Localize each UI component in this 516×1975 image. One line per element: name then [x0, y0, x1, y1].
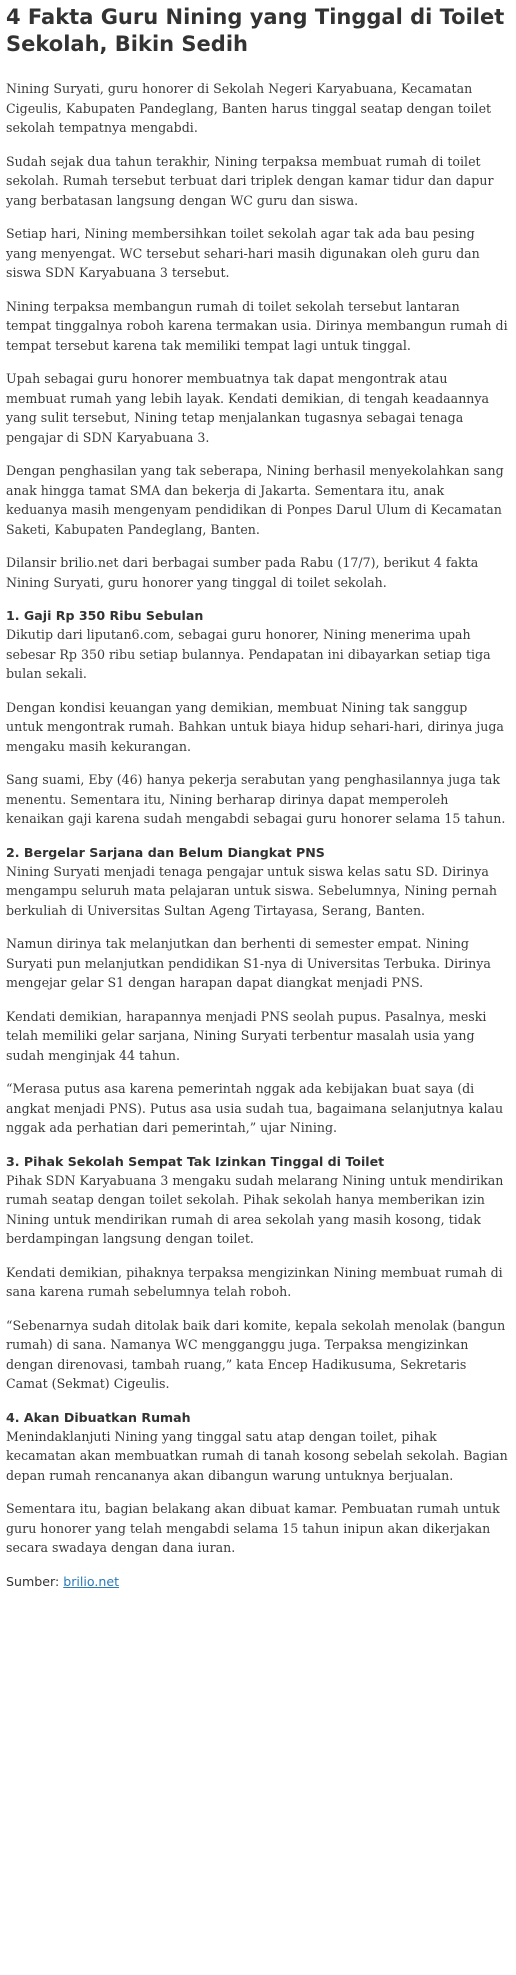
- section-1: [6, 606, 508, 829]
- section-paragraph: Dengan kondisi keuangan yang demikian, membuat Nining tak sanggup untuk mengontrak rumah. Bahkan untuk biaya hidup sehari-hari, dirinya juga mengaku masih kekurangan.: [6, 699, 504, 754]
- intro-paragraph: Setiap hari, Nining membersihkan toilet sekolah agar tak ada bau pesing yang menyengat. WC tersebut sehari-hari masih digunakan oleh guru dan siswa SDN Karyabuana 3 tersebut.: [6, 226, 480, 280]
- section-paragraph: Dikutip dari liputan6.com, sebagai guru honorer, Nining menerima upah sebesar Rp 350 ribu setiap bulannya. Pendapatan ini dibayarkan setiap tiga bulan sekali.: [6, 627, 491, 681]
- section-4: [6, 1408, 508, 1558]
- section-paragraph: Namun dirinya tak melanjutkan dan berhenti di semester empat. Nining Suryati pun melanjutkan pendidikan S1-nya di Universitas Terbuka. Dirinya mengejar gelar S1 dengan harapan dapat diangkat menjadi PNS.: [6, 936, 491, 990]
- section-heading: 2. Bergelar Sarjana dan Belum Diangkat PNS: [6, 844, 325, 860]
- section-paragraph: Nining Suryati menjadi tenaga pengajar untuk siswa kelas satu SD. Dirinya mengampu seluruh mata pelajaran untuk siswa. Sebelumnya, Nining pernah berkuliah di Universitas Sultan Ageng Tirtayasa, Serang, Banten.: [6, 863, 497, 918]
- intro-paragraph: Nining terpaksa membangun rumah di toilet sekolah tersebut lantaran tempat tinggalnya roboh karena termakan usia. Dirinya membangun rumah di tempat tersebut karena tak memiliki tempat lagi untuk tinggal.: [6, 298, 508, 353]
- intro-paragraph: Upah sebagai guru honorer membuatnya tak dapat mengontrak atau membuat rumah yang lebih layak. Kendati demikian, di tengah keadaannya yang sulit tersebut, Nining tetap menjalankan tugasnya sebagai tenaga pengajar di SDN Karyabuana 3.: [6, 371, 490, 445]
- section-heading: 3. Pihak Sekolah Sempat Tak Izinkan Tinggal di Toilet: [6, 1153, 385, 1169]
- section-paragraph: Kendati demikian, pihaknya terpaksa mengizinkan Nining membuat rumah di sana karena rumah sebelumnya telah roboh.: [6, 1264, 503, 1299]
- section-2: [6, 843, 508, 1138]
- source-line: [6, 1572, 508, 1591]
- article-title: 4 Fakta Guru Nining yang Tinggal di Toilet Sekolah, Bikin Sedih: [6, 5, 505, 56]
- section-paragraph: Kendati demikian, harapannya menjadi PNS seolah pupus. Pasalnya, meski telah memiliki gelar sarjana, Nining Suryati terbentur masalah usia yang sudah menginjak 44 tahun.: [6, 1008, 487, 1063]
- source-link[interactable]: brilio.net: [63, 1573, 120, 1589]
- quote-paragraph: “Sebenarnya sudah ditolak baik dari komite, kepala sekolah menolak (bangun rumah) di sana. Namanya WC mengganggu juga. Terpaksa mengizinkan dengan direnovasi, tambah ruang,” kata Encep Hadikusuma, Sekretaris Camat (Sekmat) Cigeulis.: [6, 1317, 506, 1391]
- intro-paragraph: Dengan penghasilan yang tak seberapa, Nining berhasil menyekolahkan sang anak hingga tamat SMA dan bekerja di Jakarta. Sementara itu, anak keduanya masih mengenyam pendidikan di Ponpes Darul Ulum di Kecamatan Saketi, Kabupaten Pandeglang, Banten.: [6, 463, 504, 537]
- section-heading: 1. Gaji Rp 350 Ribu Sebulan: [6, 608, 204, 623]
- section-heading: 4. Akan Dibuatkan Rumah: [6, 1409, 191, 1425]
- source-label: Sumber:: [6, 1573, 60, 1589]
- section-paragraph: Sang suami, Eby (46) hanya pekerja serabutan yang penghasilannya juga tak menentu. Sementara itu, Nining berharap dirinya dapat memperoleh kenaikan gaji karena sudah mengabdi sebagai guru honorer selama 15 tahun.: [6, 772, 506, 826]
- intro-paragraph: Dilansir brilio.net dari berbagai sumber pada Rabu (17/7), berikut 4 fakta Nining Suryati, guru honorer yang tinggal di toilet sekolah.: [6, 555, 479, 590]
- quote-paragraph: “Merasa putus asa karena pemerintah nggak ada kebijakan buat saya (di angkat menjadi PNS). Putus asa usia sudah tua, bagaimana selanjutnya kalau nggak ada perhatian dari pemerintah,” ujar Nining.: [6, 1081, 504, 1135]
- section-paragraph: Menindaklanjuti Nining yang tinggal satu atap dengan toilet, pihak kecamatan akan membuatkan rumah di tanah kosong sebelah sekolah. Bagian depan rumah rencananya akan dibangun warung untuknya berjualan.: [6, 1428, 508, 1483]
- section-3: [6, 1152, 508, 1394]
- intro-paragraph: Nining Suryati, guru honorer di Sekolah Negeri Karyabuana, Kecamatan Cigeulis, Kabupaten Pandeglang, Banten harus tinggal seatap dengan toilet sekolah tempatnya mengabdi.: [6, 81, 492, 135]
- intro-paragraph: Sudah sejak dua tahun terakhir, Nining terpaksa membuat rumah di toilet sekolah. Rumah tersebut terbuat dari triplek dengan kamar tidur dan dapur yang berbatasan langsung dengan WC guru dan siswa.: [6, 153, 494, 208]
- section-paragraph: Sementara itu, bagian belakang akan dibuat kamar. Pembuatan rumah untuk guru honorer yang telah mengabdi selama 15 tahun inipun akan dikerjakan secara swadaya dengan dana iuran.: [6, 1501, 500, 1555]
- section-paragraph: Pihak SDN Karyabuana 3 mengaku sudah melarang Nining untuk mendirikan rumah seatap dengan toilet sekolah. Pihak sekolah hanya memberikan izin Nining untuk mendirikan rumah di area sekolah yang masih kosong, tidak berdampingan langsung dengan toilet.: [6, 1172, 504, 1246]
